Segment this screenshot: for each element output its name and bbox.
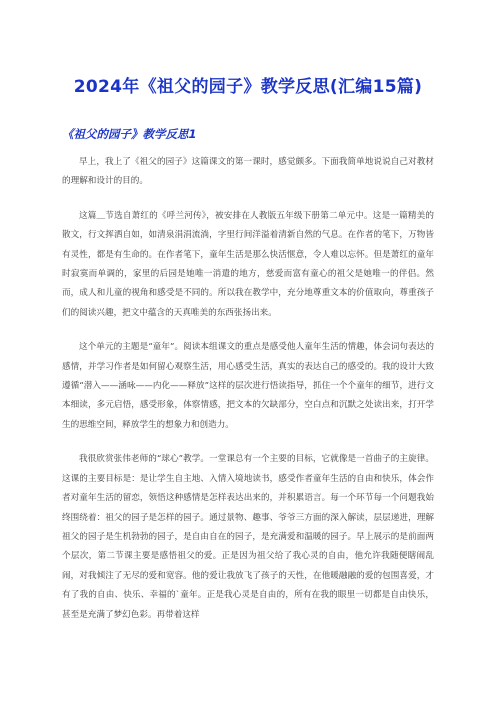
paragraph-3: 这个单元的主题是“童年”。阅读本组课文的重点是感受他人童年生活的情趣，体会词句表达的感情，并学习作者是如何留心观察生活，用心感受生活，真实的表达自己的感受的。我的设计大致遵循“潜入——涵咏——内化——释放”这样的层次进行悟读指导，抓住一个个童年的细节，进行文本细读，多元启悟，感受形象，体察情感，把文本的欠缺部分，空白点和沉默之处读出来，打开学生的思维空间，释放学生的想象力和创造力。 <box>62 342 434 430</box>
paragraph-4: 我很欣赏张伟老师的“球心”教学。一堂课总有一个主要的目标，它就像是一首曲子的主旋律。这课的主要目标是：是让学生自主地、入情入境地读书，感受作者童年生活的自由和快乐，体会作者对童年生活的留恋，领悟这种感情是怎样表达出来的，并积累语言。每一个环节每一个问题我始终围绕着：祖父的园子是怎样的园子。通过景物、趣事、爷爷三方面的深入解读，层层递进，理解祖父的园子是生机勃勃的园子，是自由自在的园子，是充满爱和温暖的园子。早上展示的是前面两个层次，第二节课主要是感悟祖父的爱。正是因为祖父给了我心灵的自由，他允许我随便瞎闹乱闹，对我倾注了无尽的爱和宽容。他的爱让我放飞了孩子的天性，在他暖融融的爱的包围喜爱，才有了我的自由、快乐、幸福的`童年。正是我心灵是自由的，所有在我的眼里一切都是自由快乐，甚至是充满了梦幻色彩。再带着这样 <box>62 454 434 620</box>
paragraph-2: 这篇＿节选自萧红的《呼兰河传》，被安排在人教版五年级下册第二单元中。这是一篇精美的散文，行文挥洒自如，如清泉涓涓流淌，字里行间洋溢着清新自然的气息。在作者的笔下，万物皆有灵性，都是有生命的。在作者笔下，童年生活是那么快活惬意，令人难以忘怀。但是萧红的童年时寂寞而单调的，家里的后园是她唯一消遣的地方，慈爱而富有童心的祖父是她唯一的伴侣。然而，成人和儿童的视角和感受是不同的。所以我在教学中，充分地尊重文本的价值取向，尊重孩子们的阅读兴趣，把文中蕴含的天真唯美的东西张扬出来。 <box>62 210 434 318</box>
document-title: 2024年《祖父的园子》教学反思(汇编15篇) <box>73 77 423 97</box>
paragraph-1: 早上，我上了《祖父的园子》这篇课文的第一课时，感觉颇多。下面我简单地说说自己对教材的理解和设计的目的。 <box>62 157 434 187</box>
section-heading: 《祖父的园子》教学反思1 <box>62 127 197 141</box>
